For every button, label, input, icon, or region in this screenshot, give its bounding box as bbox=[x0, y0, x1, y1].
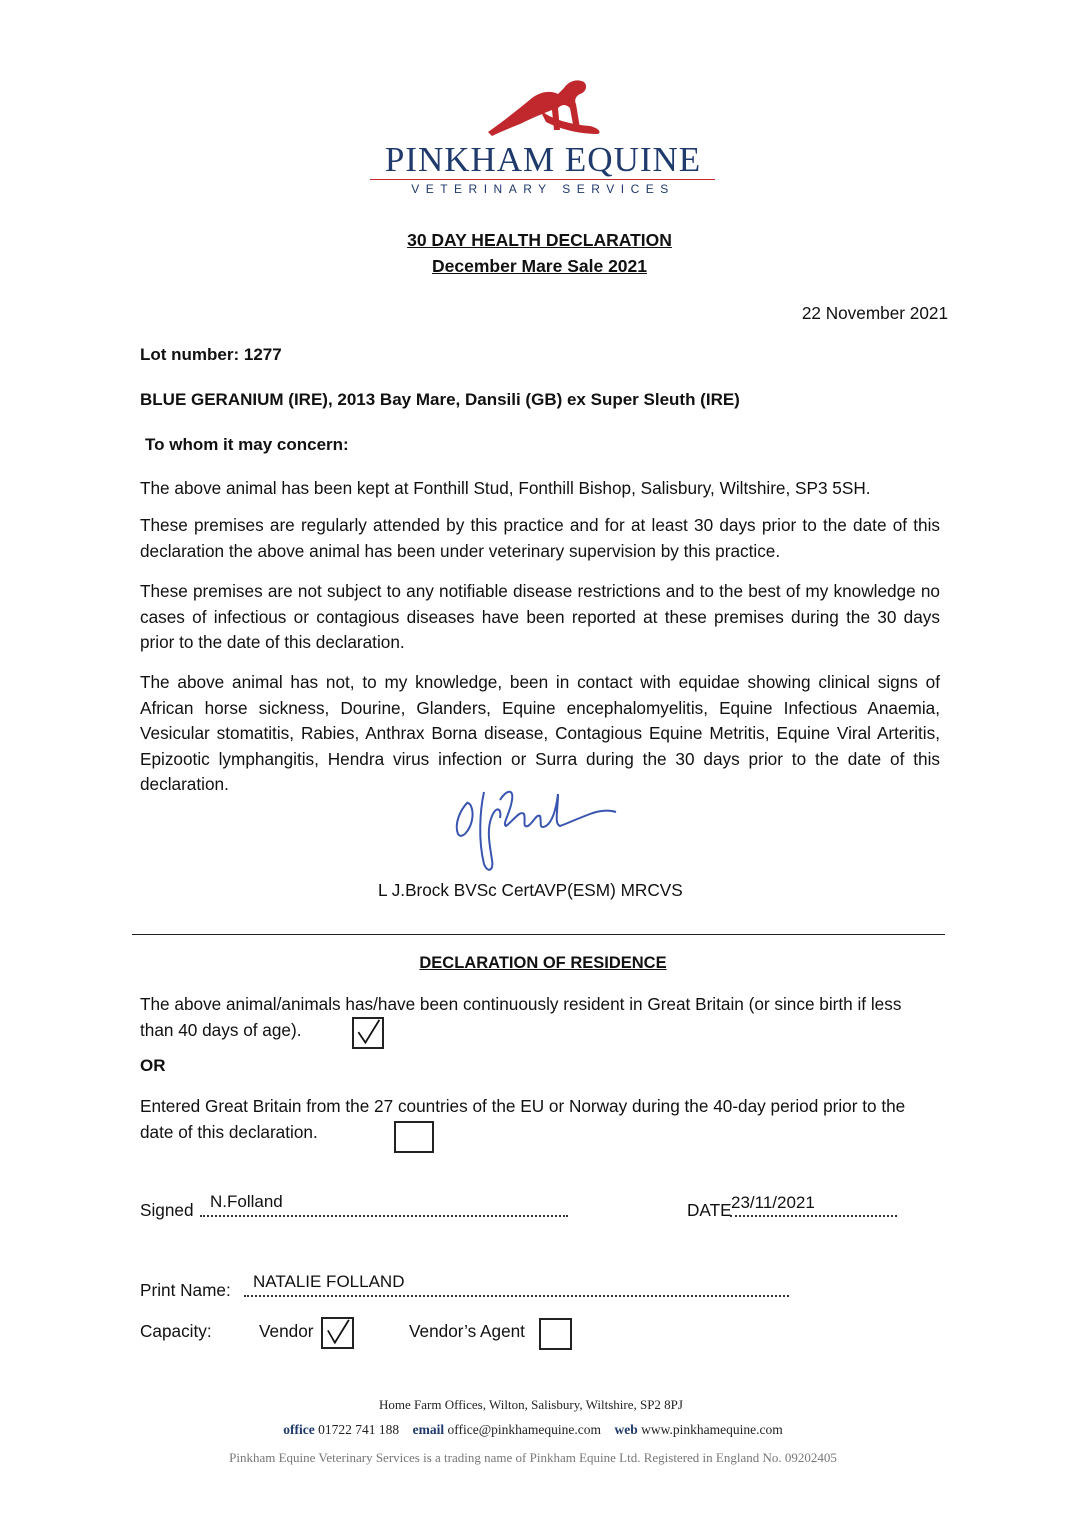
residence-option-resident-text: The above animal/animals has/have been continuously resident in Great Britain (or since birth if less than 40 days of age). bbox=[140, 994, 902, 1040]
vendors-agent-label: Vendor’s Agent bbox=[409, 1321, 525, 1341]
checkmark-icon bbox=[354, 1019, 382, 1047]
horse-logo-icon bbox=[480, 70, 610, 140]
section-divider bbox=[132, 934, 945, 935]
residence-heading: DECLARATION OF RESIDENCE bbox=[419, 954, 667, 972]
logo-tagline: VETERINARY SERVICES bbox=[411, 182, 675, 196]
residence-option-entered-text: Entered Great Britain from the 27 countries of the EU or Norway during the 40-day period prior to the date of this declaration. bbox=[140, 1096, 906, 1142]
document-date: 22 November 2021 bbox=[801, 303, 948, 323]
resident-checkbox[interactable] bbox=[352, 1017, 384, 1049]
footer-legal: Pinkham Equine Veterinary Services is a trading name of Pinkham Equine Ltd. Registered in England No. 09202405 bbox=[229, 1450, 837, 1465]
vet-signature-name: L J.Brock BVSc CertAVP(ESM) MRCVS bbox=[378, 880, 683, 900]
document-subtitle: December Mare Sale 2021 bbox=[432, 256, 647, 276]
vendor-checkbox[interactable] bbox=[321, 1317, 354, 1349]
office-phone: 01722 741 188 bbox=[318, 1422, 400, 1437]
signed-label: Signed bbox=[140, 1200, 194, 1220]
document-title: 30 DAY HEALTH DECLARATION bbox=[407, 230, 672, 250]
residence-option-resident bbox=[140, 992, 930, 1043]
date-label: DATE bbox=[687, 1200, 732, 1220]
email-label: email bbox=[412, 1422, 445, 1437]
logo bbox=[360, 70, 720, 200]
print-name-label: Print Name: bbox=[140, 1280, 231, 1300]
checkmark-icon bbox=[323, 1319, 352, 1347]
vendor-label: Vendor bbox=[259, 1321, 314, 1341]
office-label: office bbox=[283, 1422, 315, 1437]
paragraph-premises: The above animal has been kept at Fonthill Stud, Fonthill Bishop, Salisbury, Wiltshire, SP3 5SH. bbox=[140, 478, 871, 498]
email-link[interactable]: office@pinkhamequine.com bbox=[447, 1422, 602, 1437]
web-label: web bbox=[614, 1422, 638, 1437]
vendors-agent-checkbox[interactable] bbox=[539, 1318, 572, 1350]
logo-divider bbox=[370, 179, 715, 180]
vet-handwritten-signature bbox=[440, 780, 630, 880]
residence-option-entered bbox=[140, 1094, 930, 1145]
or-separator: OR bbox=[140, 1056, 166, 1075]
paragraph-contact: The above animal has not, to my knowledge, been in contact with equidae showing clinical signs of African horse sickness, Dourine, Glanders, Equine encephalomyelitis, Equine Infectious Anaemia, Vesicular stomatitis, Rabies, Anthrax Borna disease, Contagious Equine Metritis, Equine Viral Arteritis, Epizootic lymphangitis, Hendra virus infection or Surra during the 30 days prior to the date of this declaration. bbox=[140, 672, 940, 794]
date-value: 23/11/2021 bbox=[731, 1193, 815, 1212]
logo-name: PINKHAM EQUINE bbox=[384, 140, 702, 179]
capacity-label: Capacity: bbox=[140, 1321, 212, 1341]
horse-description: BLUE GERANIUM (IRE), 2013 Bay Mare, Dansili (GB) ex Super Sleuth (IRE) bbox=[140, 390, 740, 409]
print-name-value: NATALIE FOLLAND bbox=[253, 1272, 405, 1291]
lot-number: Lot number: 1277 bbox=[140, 345, 282, 364]
salutation: To whom it may concern: bbox=[145, 435, 349, 454]
signed-value: N.Folland bbox=[210, 1192, 283, 1211]
footer-address: Home Farm Offices, Wilton, Salisbury, Wiltshire, SP2 8PJ bbox=[379, 1397, 683, 1412]
paragraph-supervision: These premises are regularly attended by this practice and for at least 30 days prior to the date of this declaration the above animal has been under veterinary supervision by this practice. bbox=[140, 515, 940, 561]
entered-checkbox[interactable] bbox=[394, 1121, 434, 1153]
paragraph-restrictions: These premises are not subject to any notifiable disease restrictions and to the best of my knowledge no cases of infectious or contagious diseases have been reported at these premises during the 30 days prior to the date of this declaration. bbox=[140, 581, 940, 652]
web-link[interactable]: www.pinkhamequine.com bbox=[641, 1422, 783, 1437]
footer-contacts bbox=[0, 1422, 1066, 1438]
